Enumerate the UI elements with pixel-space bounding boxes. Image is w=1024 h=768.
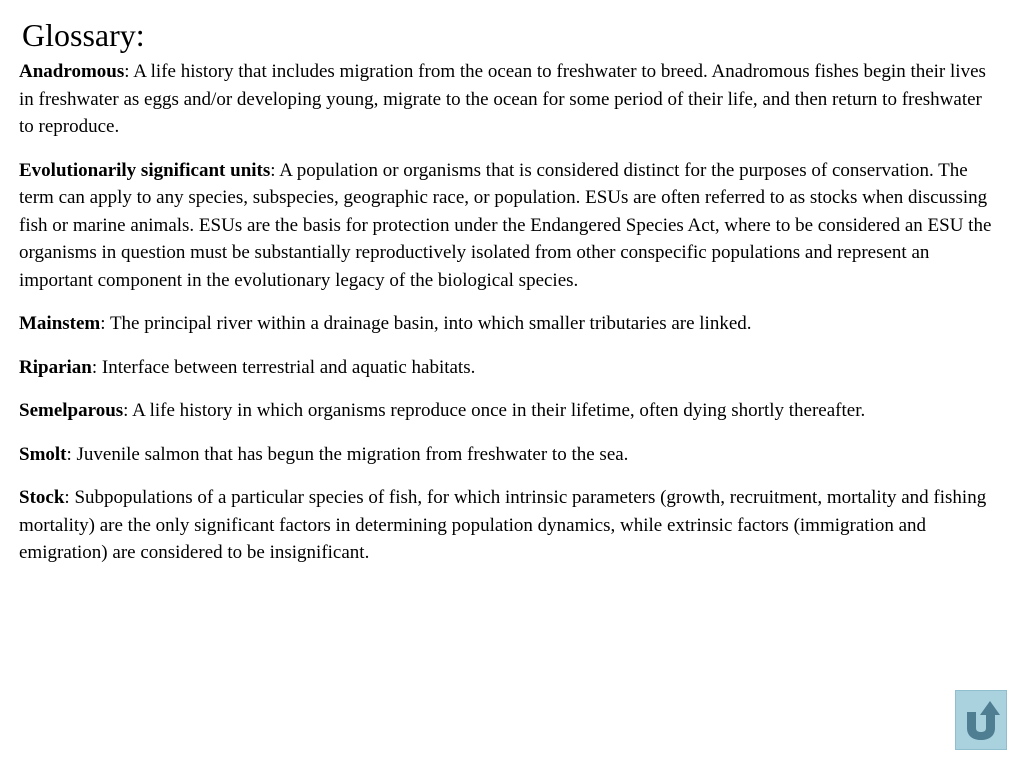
glossary-entry-smolt (19, 441, 994, 469)
return-arrow-icon (961, 698, 1001, 742)
return-button[interactable] (955, 690, 1007, 750)
glossary-list (19, 58, 994, 583)
glossary-definition: Subpopulations of a particular species of fish, for which intrinsic parameters (growth, recruitment, mortality and fishing mortality) are the only significant factors in determining population dynamics, while extrinsic factors (immigration and emigration) are considered to be insignificant. (19, 487, 987, 563)
glossary-term: Anadromous (19, 61, 125, 82)
glossary-entry-anadromous (19, 58, 994, 141)
glossary-term: Smolt (19, 443, 67, 465)
glossary-entry-esu (19, 157, 994, 295)
term-separator: : (66, 443, 77, 465)
glossary-entry-riparian (19, 354, 994, 382)
glossary-entry-mainstem (19, 310, 994, 338)
term-separator: : (64, 487, 75, 508)
glossary-definition: The principal river within a drainage basin, into which smaller tributaries are linked. (109, 313, 752, 334)
glossary-term: Evolutionarily significant units (19, 159, 271, 181)
glossary-entry-stock (19, 484, 994, 567)
glossary-definition: A population or organisms that is considered distinct for the purposes of conservation. The term can apply to any species, subspecies, geographic race, or population. ESUs are often referred to as stocks when discussing fish or marine animals. ESUs are the basis for protection under the Endangered Species Act, where to be considered an ESU the organisms in question must be substantially reproductively isolated from other conspecific populations and represent an important component in the evolutionary legacy of the biological species. (19, 159, 992, 291)
glossary-term: Stock (19, 487, 65, 508)
glossary-term: Riparian (19, 356, 92, 378)
glossary-entry-semelparous (19, 397, 994, 425)
page-title: Glossary: (22, 17, 145, 53)
term-separator: : (91, 356, 102, 378)
term-separator: : (100, 313, 110, 334)
glossary-term: Mainstem (19, 313, 101, 334)
glossary-definition: A life history that includes migration from the ocean to freshwater to breed. Anadromous fishes begin their lives in freshwater as eggs and/or developing young, migrate to the ocean for some period of their life, and then return to freshwater to reproduce. (19, 61, 986, 137)
glossary-definition: A life history in which organisms reproduce once in their lifetime, often dying shortly thereafter. (132, 400, 866, 421)
glossary-definition: Interface between terrestrial and aquatic habitats. (101, 356, 476, 378)
term-separator: : (270, 159, 280, 181)
glossary-definition: Juvenile salmon that has begun the migration from freshwater to the sea. (76, 443, 629, 465)
term-separator: : (123, 400, 133, 421)
glossary-term: Semelparous (19, 400, 124, 421)
term-separator: : (124, 61, 134, 82)
